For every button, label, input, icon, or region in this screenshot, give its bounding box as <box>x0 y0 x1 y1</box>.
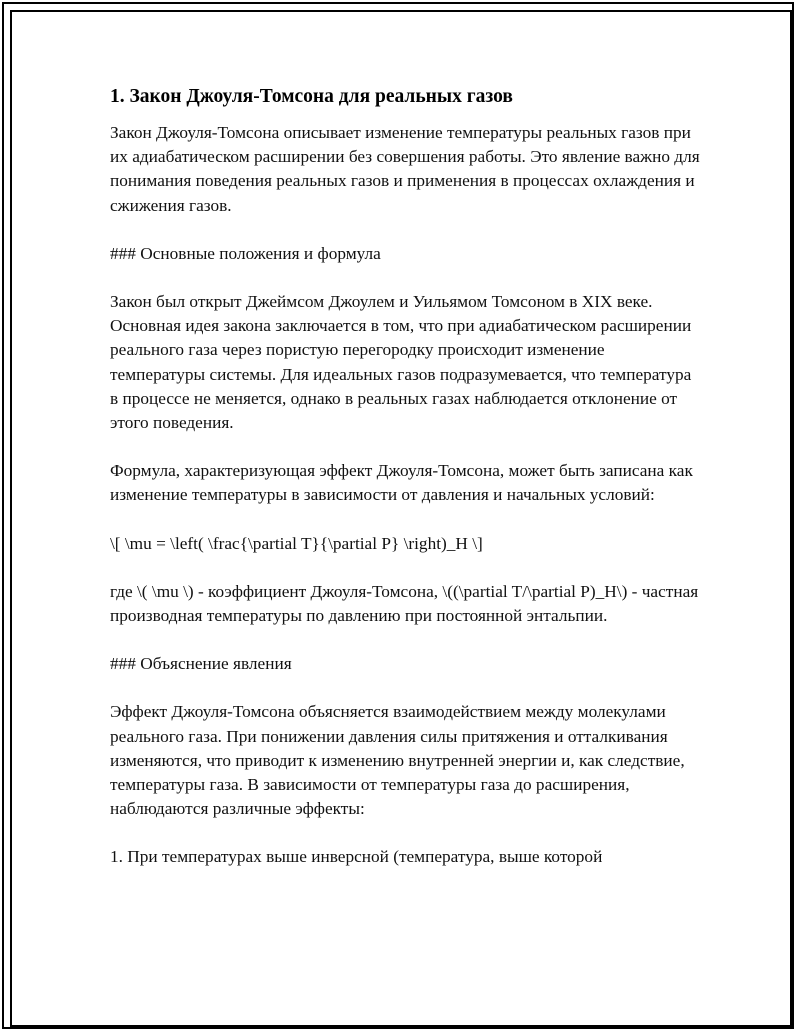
paragraph-formula-explanation: где \( \mu \) - коэффициент Джоуля-Томсона, \((\partial T/\partial P)_H\) - частная производная температуры по давлению при постоянной энтальпии. <box>110 581 699 626</box>
document-body <box>110 84 700 894</box>
paragraph-phenomenon: Эффект Джоуля-Томсона объясняется взаимодействием между молекулами реального газа. При понижении давления силы притяжения и отталкивания изменяются, что приводит к изменению внутренней энергии и, как следствие, температуры газа. В зависимости от температуры газа до расширения, наблюдаются различные эффекты: <box>110 702 685 819</box>
paragraph-discovery: Закон был открыт Джеймсом Джоулем и Уильямом Томсоном в XIX веке. Основная идея закона заключается в том, что при адиабатическом расширении реального газа через пористую перегородку происходит изменение температуры системы. Для идеальных газов подразумевается, что температура в процессе не меняется, однако в реальных газах наблюдается отклонение от этого поведения. <box>110 292 692 433</box>
formula-line: \[ \mu = \left( \frac{\partial T}{\partial P} \right)_H \] <box>110 533 483 553</box>
section-heading-main-points: ### Основные положения и формула <box>110 243 381 263</box>
list-item-1: 1. При температурах выше инверсной (температура, выше которой <box>110 847 603 867</box>
paragraph-formula-intro: Формула, характеризующая эффект Джоуля-Томсона, может быть записана как изменение температуры в зависимости от давления и начальных условий: <box>110 461 693 505</box>
document-title: 1. Закон Джоуля-Томсона для реальных газов <box>110 86 513 107</box>
section-heading-explanation: ### Объяснение явления <box>110 654 292 674</box>
paragraph-intro: Закон Джоуля-Томсона описывает изменение температуры реальных газов при их адиабатическом расширении без совершения работы. Это явление важно для понимания поведения реальных газов и применения в процессах охлаждения и сжижения газов. <box>110 123 700 215</box>
